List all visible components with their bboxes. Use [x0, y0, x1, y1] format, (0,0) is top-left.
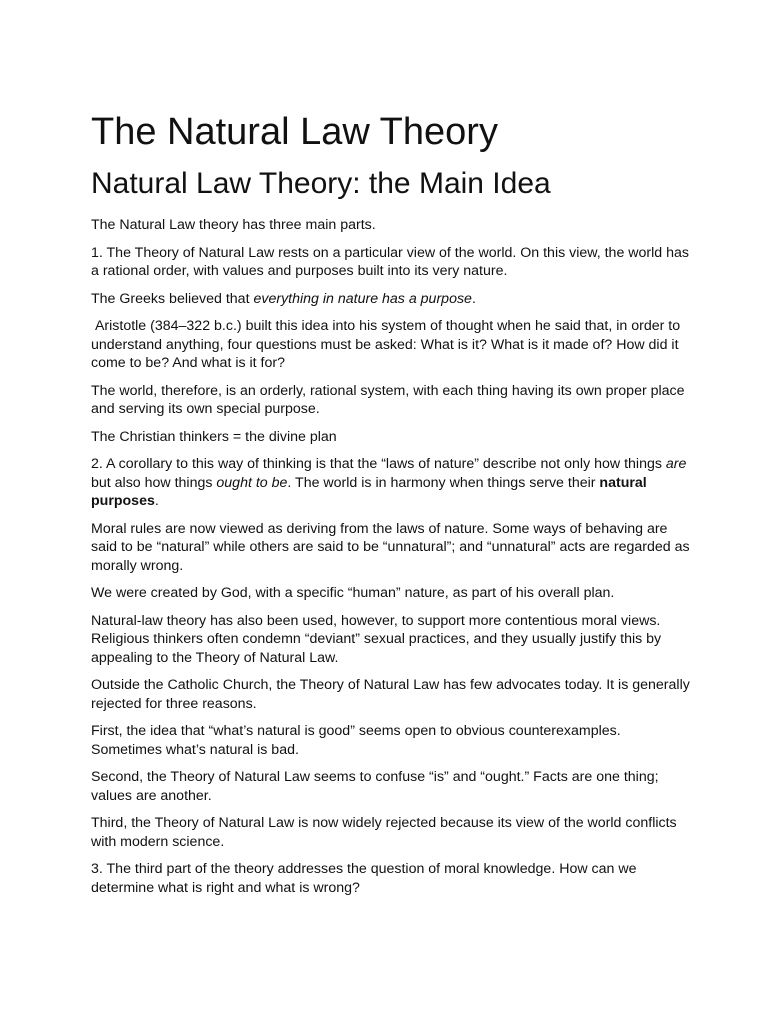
- paragraph-orderly-system: The world, therefore, is an orderly, rational system, with each thing having its own proper place and serving its own special purpose.: [91, 382, 685, 417]
- document-title: The Natural Law Theory: [91, 111, 498, 153]
- paragraph-aristotle: Aristotle (384–322 b.c.) built this idea into his system of thought when he said that, in order to understand anything, four questions must be asked: What is it? What is it made of? How did it come to be? And what is it for?: [91, 318, 681, 371]
- greeks-suffix: .: [471, 290, 476, 307]
- document-subtitle: Natural Law Theory: the Main Idea: [91, 167, 551, 200]
- part-two-text-3: . The world is in harmony when things serve their: [287, 474, 600, 491]
- paragraph-catholic-church: Outside the Catholic Church, the Theory of Natural Law has few advocates today. It is generally rejected for three reasons.: [91, 677, 690, 712]
- document-page: [91, 110, 691, 906]
- part-two-text-2: but also how things: [91, 474, 217, 491]
- paragraph-moral-rules: Moral rules are now viewed as deriving from the laws of nature. Some ways of behaving are said to be “natural” while others are said to be “unnatural”; and “unnatural” acts are regarded as morally wrong.: [91, 520, 690, 574]
- paragraph-created-by-god: We were created by God, with a specific “human” nature, as part of his overall plan.: [91, 585, 615, 601]
- part-two-bold-natural-purposes: natural purposes: [91, 474, 647, 509]
- paragraph-part-three: 3. The third part of the theory addresses the question of moral knowledge. How can we determine what is right and what is wrong?: [91, 861, 637, 896]
- paragraph-second-reason: Second, the Theory of Natural Law seems to confuse “is” and “ought.” Facts are one thing; values are another.: [91, 769, 659, 804]
- greeks-prefix: The Greeks believed that: [91, 290, 254, 307]
- paragraph-part-one: 1. The Theory of Natural Law rests on a particular view of the world. On this view, the world has a rational order, with values and purposes built into its very nature.: [91, 244, 690, 279]
- paragraph-intro: The Natural Law theory has three main parts.: [91, 217, 376, 233]
- part-two-text-4: .: [154, 493, 159, 509]
- part-two-text-1: 2. A corollary to this way of thinking is that the “laws of nature” describe not only how things: [91, 456, 666, 472]
- greeks-emphasis: everything in nature has a purpose: [253, 290, 472, 307]
- paragraph-contentious-views: Natural-law theory has also been used, however, to support more contentious moral views. Religious thinkers often condemn “deviant” sexual practices, and they usually justify this by appealing to the Theory of Natural Law.: [91, 612, 662, 666]
- paragraph-christian-thinkers: The Christian thinkers = the divine plan: [91, 428, 337, 445]
- paragraph-part-two: [91, 455, 691, 511]
- paragraph-first-reason: First, the idea that “what’s natural is good” seems open to obvious counterexamples. Sometimes what’s natural is bad.: [91, 723, 621, 758]
- paragraph-third-reason: Third, the Theory of Natural Law is now widely rejected because its view of the world conflicts with modern science.: [91, 815, 677, 850]
- part-two-emphasis-are: are: [665, 456, 687, 472]
- part-two-emphasis-ought: ought to be: [216, 474, 288, 491]
- paragraph-greeks: [91, 290, 691, 309]
- document-body: [91, 216, 691, 897]
